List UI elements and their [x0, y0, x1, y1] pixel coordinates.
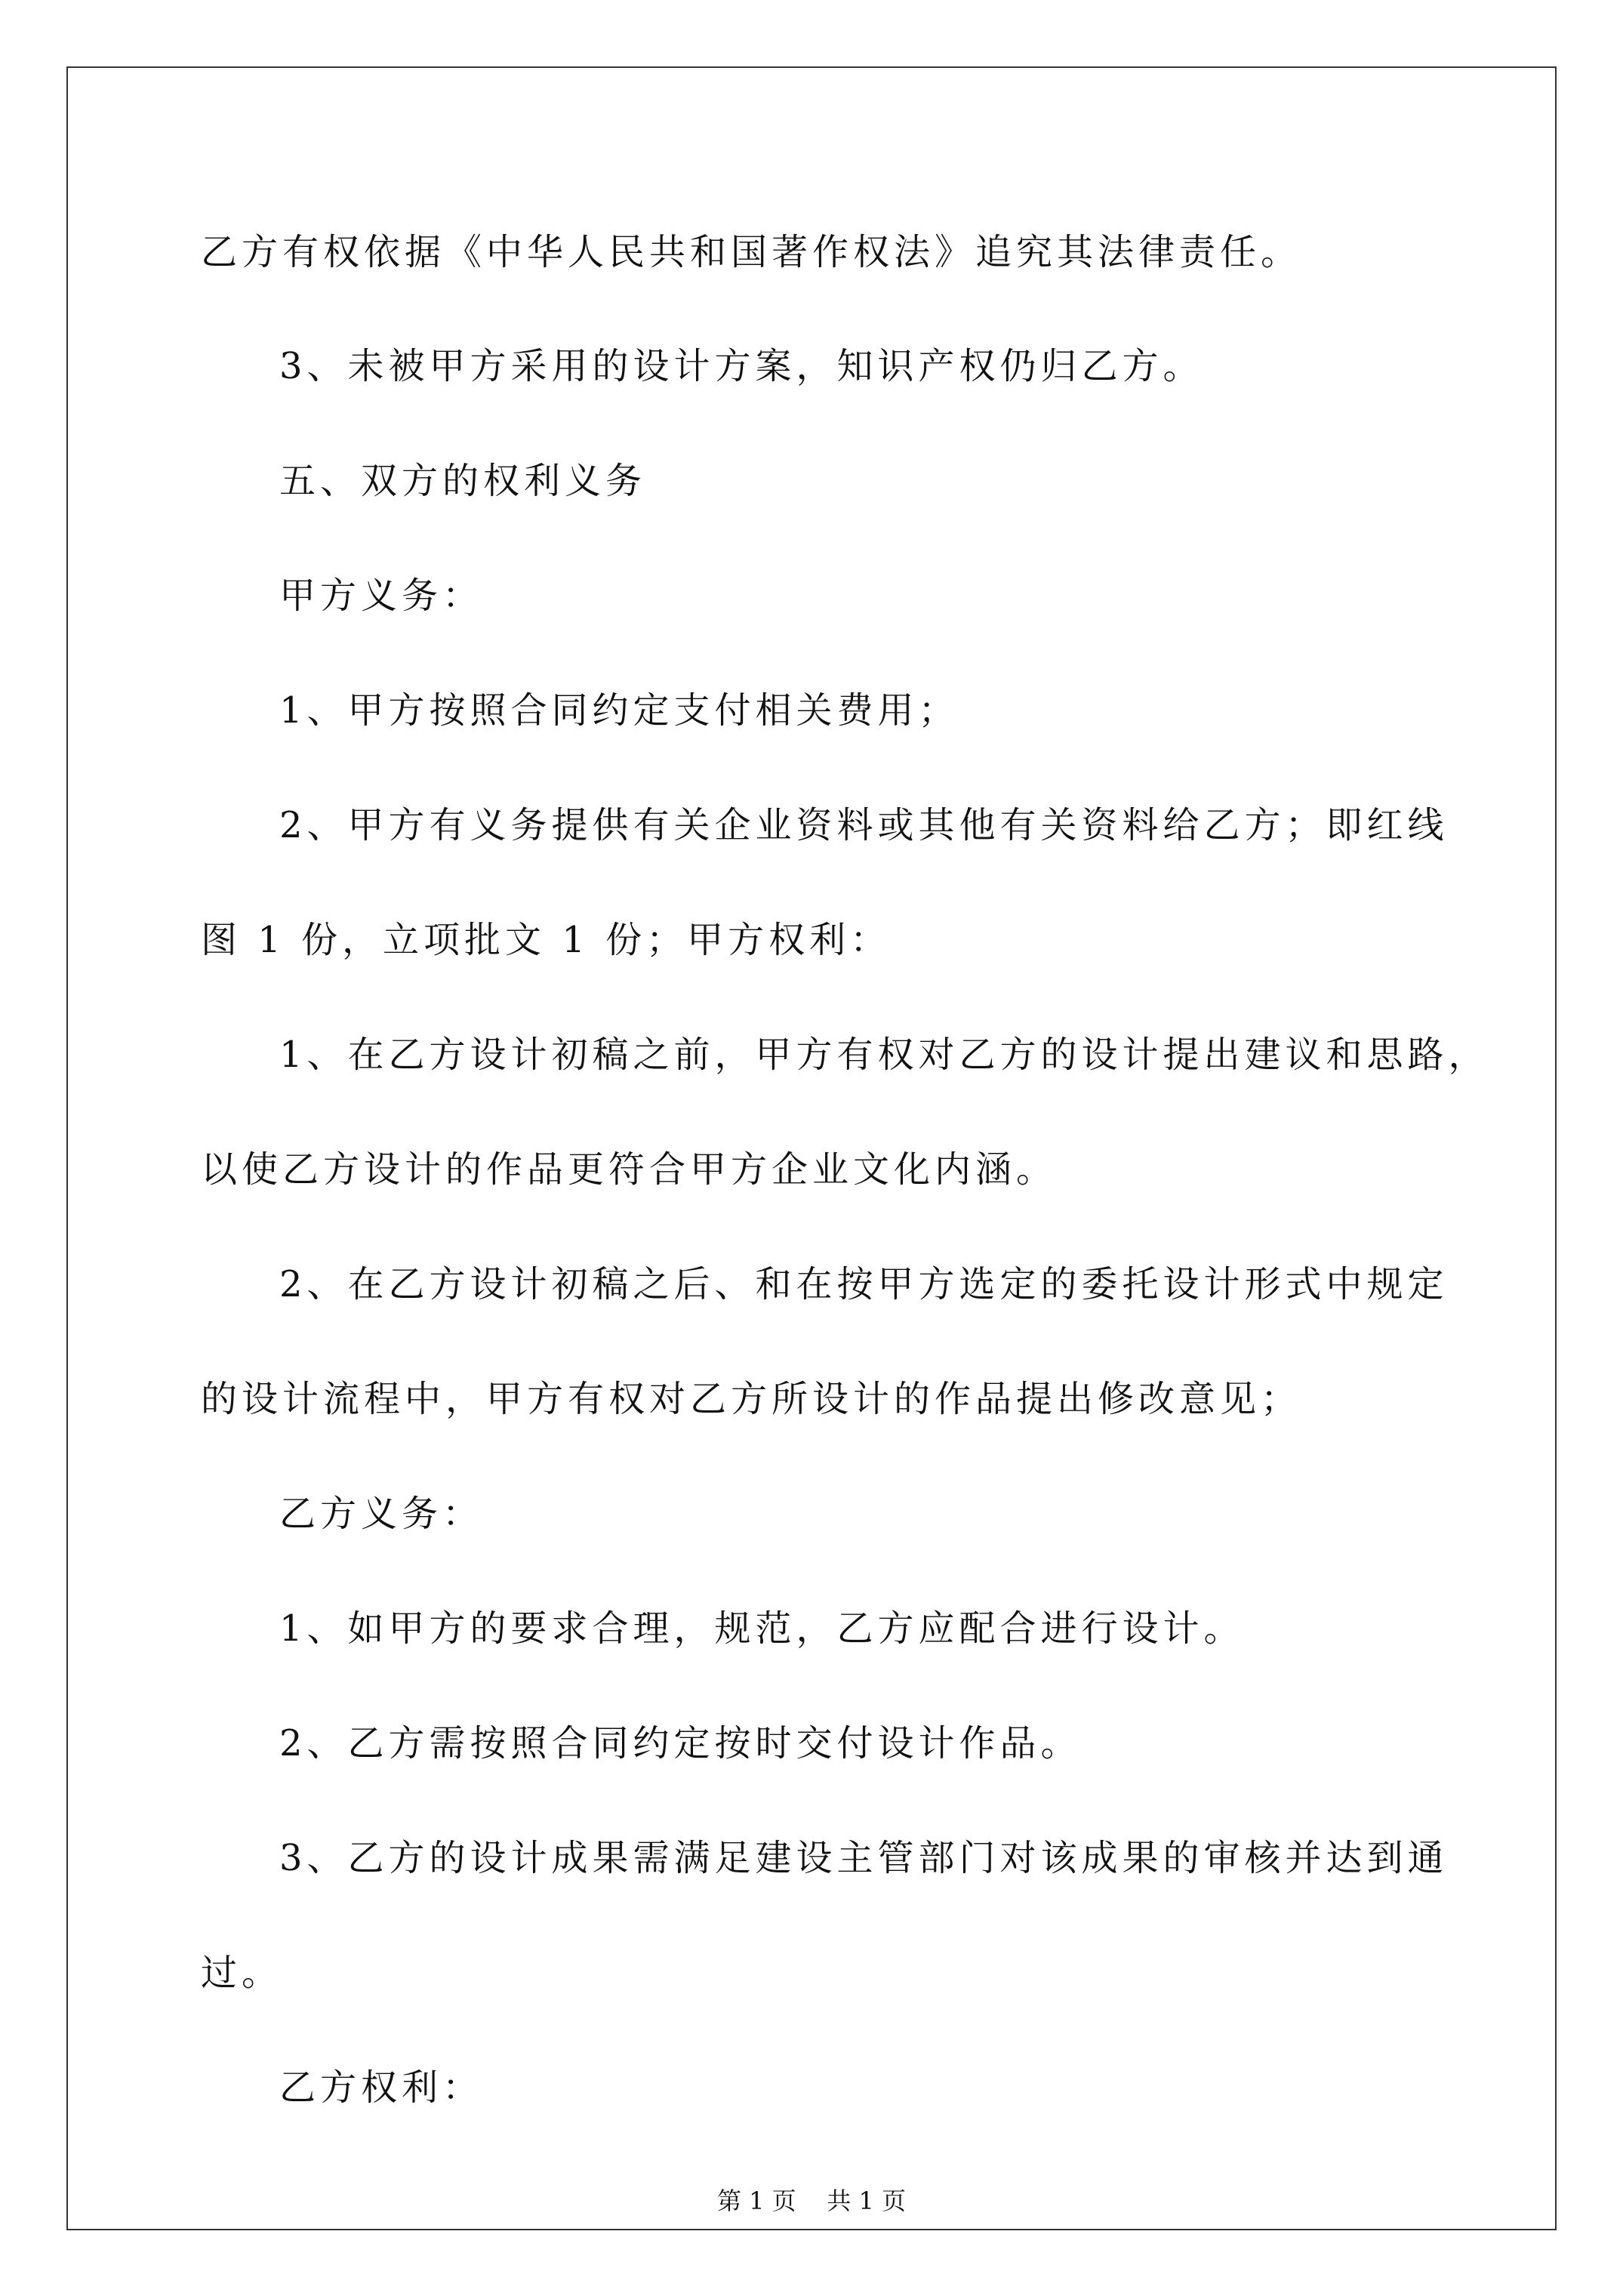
text-line: 2、甲方有义务提供有关企业资料或其他有关资料给乙方；即红线	[279, 804, 1449, 846]
text-line: 2、乙方需按照合同约定按时交付设计作品。	[279, 1722, 1082, 1764]
text-line: 乙方义务：	[279, 1493, 484, 1535]
text-line: 1、甲方按照合同约定支付相关费用；	[279, 689, 959, 732]
text-line: 乙方权利：	[279, 2066, 484, 2109]
text-line: 甲方义务：	[279, 575, 484, 617]
text-line: 图 1 份，立项批文 1 份；甲方权利：	[201, 919, 892, 961]
text-line: 乙方有权依据《中华人民共和国著作权法》追究其法律责任。	[201, 231, 1302, 273]
text-line: 3、未被甲方采用的设计方案，知识产权仍归乙方。	[279, 345, 1204, 387]
text-line: 以使乙方设计的作品更符合甲方企业文化内涵。	[201, 1148, 1058, 1191]
text-line: 1、如甲方的要求合理，规范，乙方应配合进行设计。	[279, 1607, 1245, 1650]
text-line: 1、在乙方设计初稿之前，甲方有权对乙方的设计提出建议和思路，	[279, 1034, 1489, 1076]
text-line: 2、在乙方设计初稿之后、和在按甲方选定的委托设计形式中规定	[279, 1263, 1449, 1305]
text-line: 过。	[201, 1952, 283, 1994]
page-number-footer: 第 1 页 共 1 页	[716, 2187, 907, 2215]
text-line: 的设计流程中，甲方有权对乙方所设计的作品提出修改意见；	[201, 1378, 1302, 1420]
section-heading: 五、双方的权利义务	[279, 460, 647, 502]
text-line: 3、乙方的设计成果需满足建设主管部门对该成果的审核并达到通	[279, 1837, 1449, 1879]
